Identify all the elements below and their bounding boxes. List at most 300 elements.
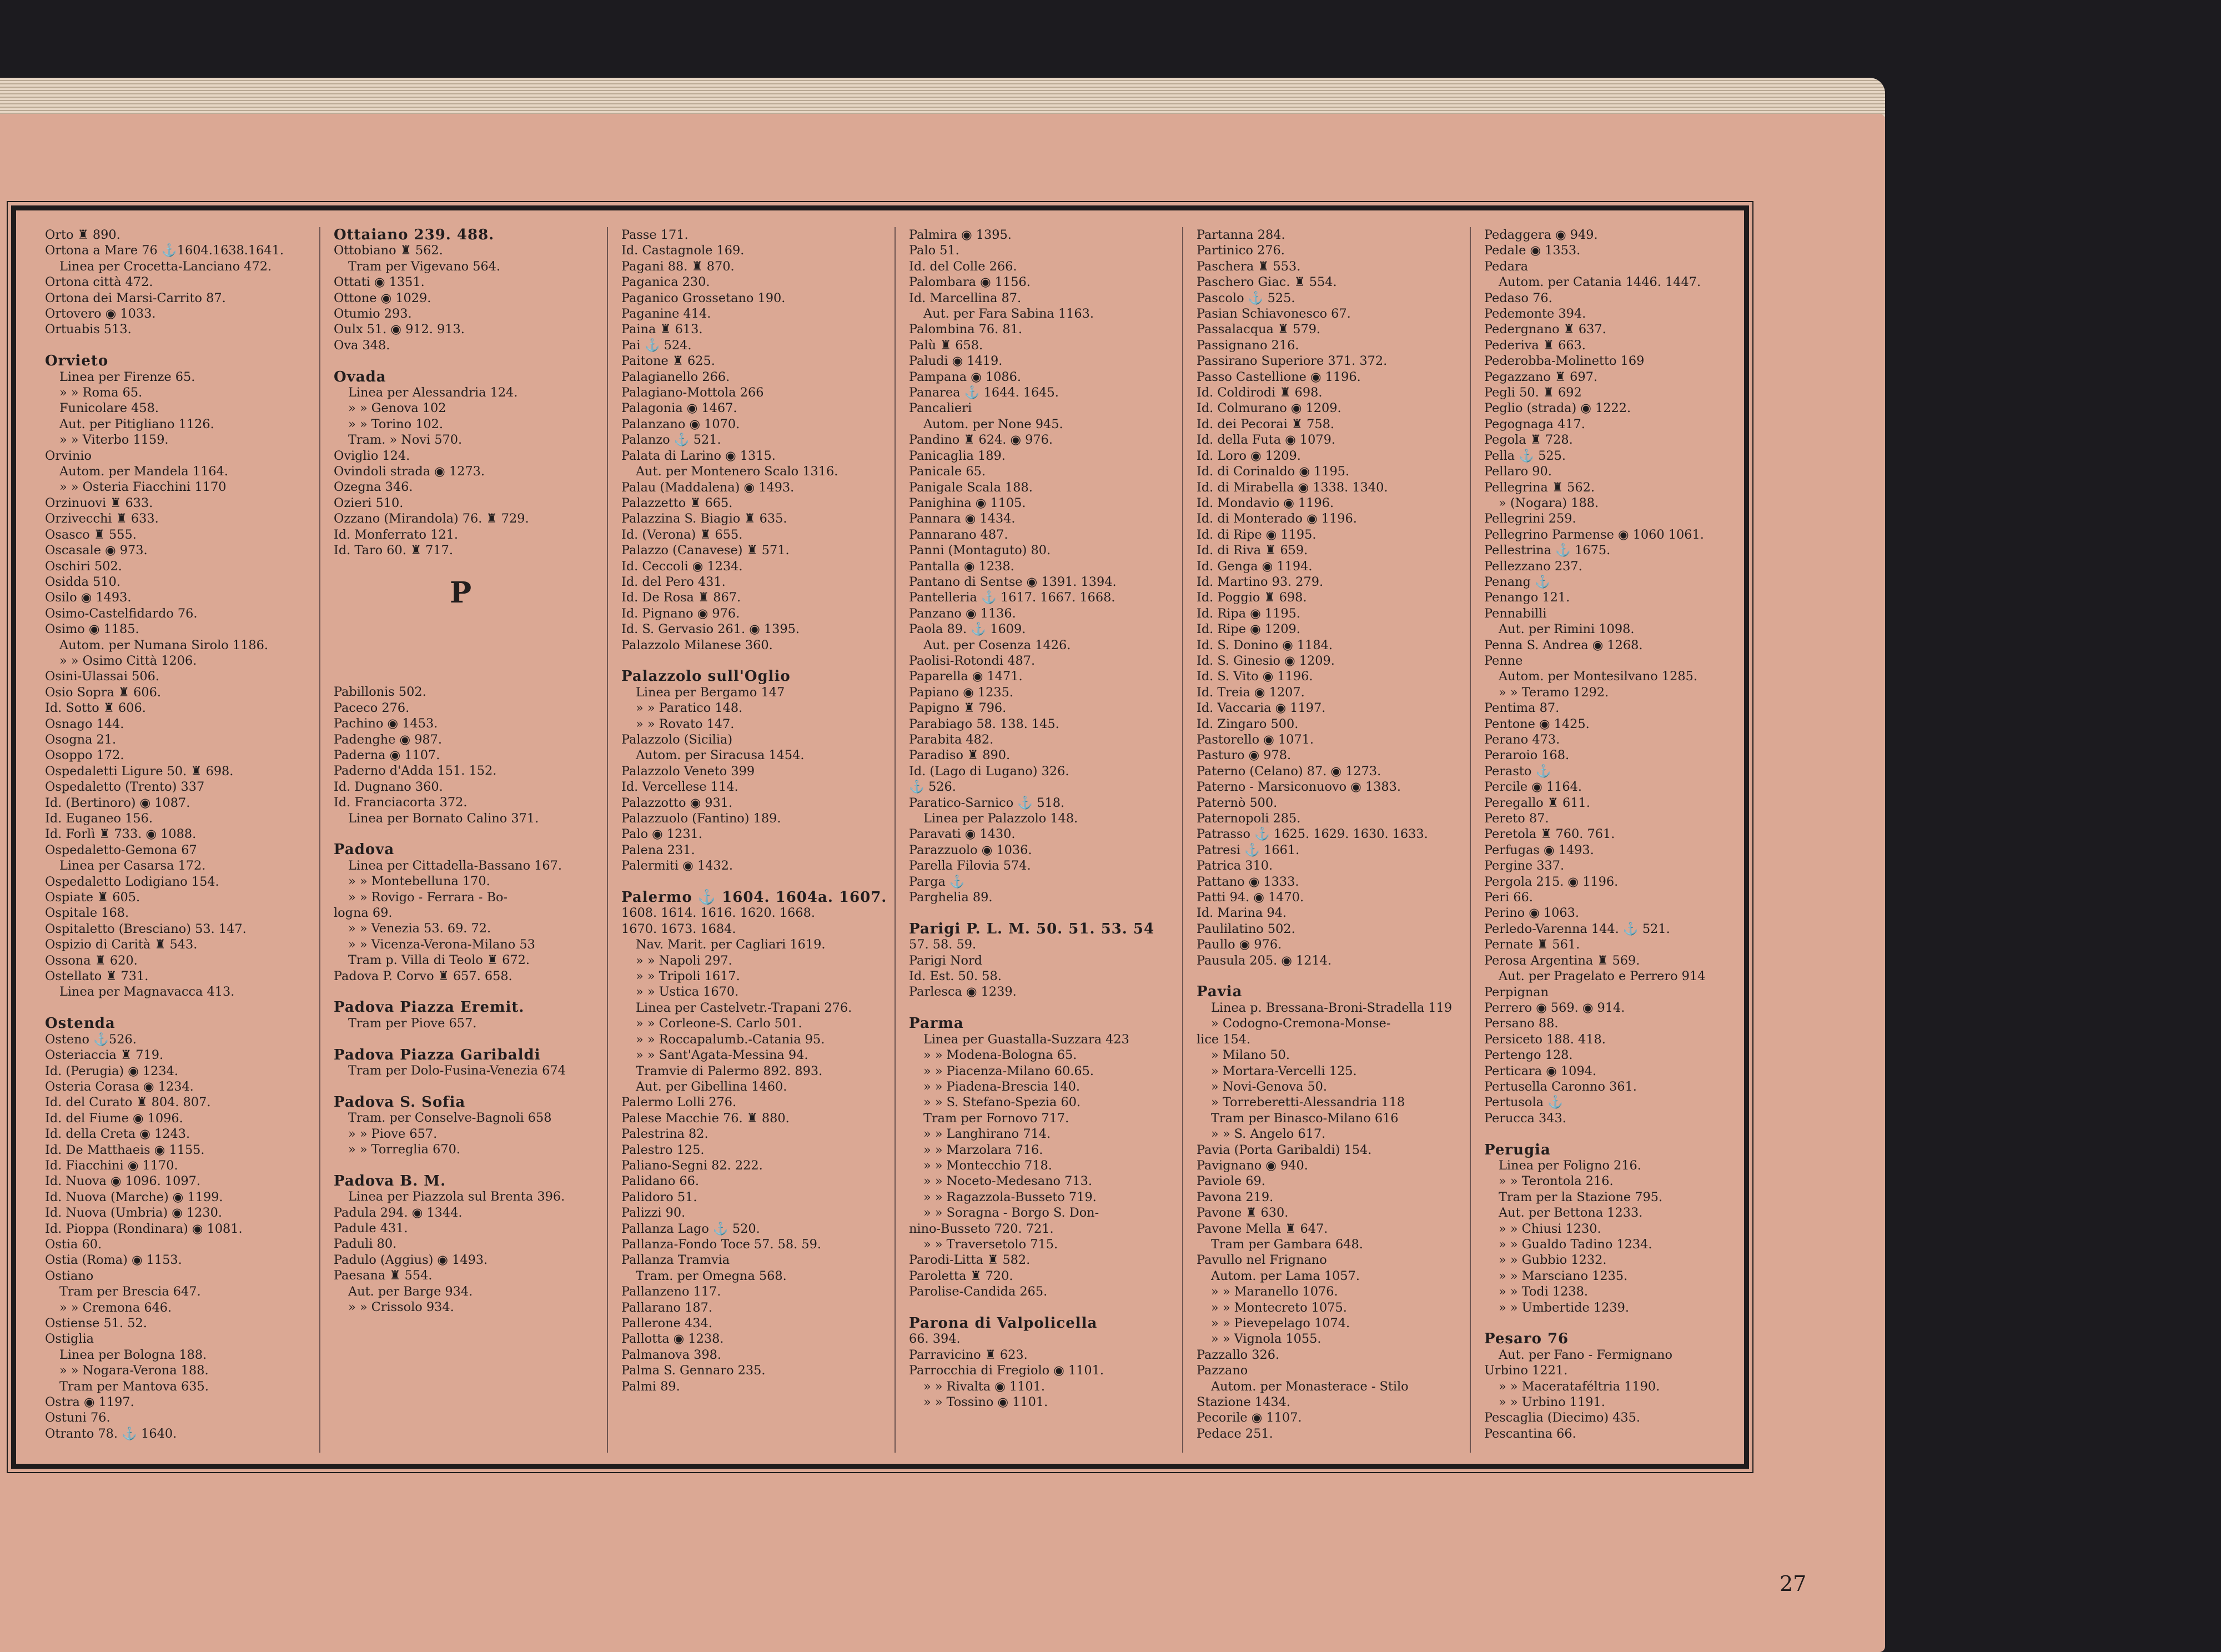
- index-entry: Ottaiano 239. 488.: [334, 227, 495, 243]
- index-entry: Stazione 1434.: [1197, 1395, 1291, 1410]
- index-entry: Oulx 51. ◉ 912. 913.: [334, 322, 465, 337]
- index-entry: Ostiense 51. 52.: [45, 1316, 147, 1330]
- index-entry: Pasturo ◉ 978.: [1197, 748, 1292, 763]
- index-entry: Penna S. Andrea ◉ 1268.: [1484, 637, 1643, 652]
- section-letter: P: [449, 575, 472, 610]
- index-entry: Id. Monferrato 121.: [334, 527, 458, 542]
- index-entry: Perticara ◉ 1094.: [1484, 1063, 1596, 1078]
- index-entry: Id. di Mirabella ◉ 1338. 1340.: [1197, 480, 1388, 495]
- index-entry: Linea per Bologna 188.: [59, 1347, 207, 1362]
- index-entry: » » Umbertide 1239.: [1499, 1300, 1629, 1315]
- index-entry: Aut. per Barge 934.: [348, 1284, 473, 1299]
- index-entry: Pazzallo 326.: [1197, 1347, 1280, 1362]
- index-entry: Palazzetto ♜ 665.: [621, 495, 733, 510]
- index-entry: Pavullo nel Frignano: [1197, 1253, 1327, 1268]
- index-entry: Pavone Mella ♜ 647.: [1197, 1221, 1328, 1236]
- index-entry: » Milano 50.: [1211, 1048, 1290, 1063]
- index-entry: Palazzolo (Sicilia): [621, 732, 733, 747]
- index-entry: Panni (Montaguto) 80.: [909, 543, 1051, 558]
- index-entry: » » Gualdo Tadino 1234.: [1499, 1237, 1652, 1252]
- index-entry: Id. del Pero 431.: [621, 574, 726, 589]
- page-frame: [11, 205, 1749, 1469]
- index-entry: Panzano ◉ 1136.: [909, 606, 1016, 621]
- index-entry: Tram. » Novi 570.: [348, 433, 463, 448]
- index-entry: 1670. 1673. 1684.: [621, 921, 736, 936]
- index-entry: Osini-Ulassai 506.: [45, 669, 159, 684]
- index-entry: » » Montecchio 718.: [923, 1158, 1052, 1173]
- spacer: [1471, 1315, 1751, 1331]
- index-entry: Linea per Castelvetr.-Trapani 276.: [636, 1000, 852, 1015]
- index-entry: Tram per Binasco-Milano 616: [1211, 1111, 1399, 1126]
- index-entry: Perucca 343.: [1484, 1111, 1566, 1126]
- index-entry: Tram. per Conselve-Bagnoli 658: [348, 1111, 552, 1126]
- index-entry: » » Chiusi 1230.: [1499, 1221, 1601, 1236]
- index-entry: Linea per Firenze 65.: [59, 369, 195, 384]
- index-entry: » » S. Angelo 617.: [1211, 1127, 1326, 1142]
- index-entry: Pertusella Caronno 361.: [1484, 1079, 1637, 1094]
- index-entry: Osilo ◉ 1493.: [45, 590, 132, 605]
- index-entry: Id. Marina 94.: [1197, 906, 1287, 921]
- index-entry: Paderno d'Adda 151. 152.: [334, 764, 497, 779]
- index-entry: Ostenda: [45, 1015, 115, 1032]
- index-entry: Pascolo ⚓ 525.: [1197, 290, 1295, 305]
- index-entry: Id. di Monterado ◉ 1196.: [1197, 511, 1357, 526]
- index-entry: Paviole 69.: [1197, 1174, 1265, 1189]
- index-entry: Parolise-Candida 265.: [909, 1284, 1048, 1299]
- index-entry: Pennabilli: [1484, 606, 1547, 621]
- index-entry: Linea per Bornato Calino 371.: [348, 811, 539, 826]
- index-entry: Paparella ◉ 1471.: [909, 669, 1023, 684]
- index-entry: Osoppo 172.: [45, 748, 124, 763]
- index-entry: Pederiva ♜ 663.: [1484, 338, 1586, 353]
- index-entry: Pellestrina ⚓ 1675.: [1484, 543, 1611, 558]
- index-entry: Linea per Alessandria 124.: [348, 385, 518, 400]
- index-entry: Paravati ◉ 1430.: [909, 827, 1016, 842]
- index-entry: Paroletta ♜ 720.: [909, 1268, 1013, 1283]
- index-entry: Pertengo 128.: [1484, 1048, 1573, 1063]
- index-entry: Pedara: [1484, 259, 1529, 274]
- index-entry: Pasian Schiavonesco 67.: [1197, 307, 1351, 322]
- index-entry: Paina ♜ 613.: [621, 322, 703, 337]
- index-entry: Paterno - Marsiconuovo ◉ 1383.: [1197, 780, 1401, 795]
- index-entry: Id. De Rosa ♜ 867.: [621, 590, 741, 605]
- index-entry: Parodi-Litta ♜ 582.: [909, 1253, 1031, 1268]
- index-entry: Pellegrino Parmense ◉ 1060 1061.: [1484, 527, 1704, 542]
- index-entry: Tram per Piove 657.: [348, 1016, 477, 1031]
- index-entry: logna 69.: [334, 905, 393, 920]
- index-entry: Tram per Fornovo 717.: [923, 1111, 1069, 1126]
- index-entry: Padova Piazza Eremit.: [334, 999, 525, 1016]
- index-entry: Osimo-Castelfidardo 76.: [45, 606, 198, 621]
- index-entry: Partinico 276.: [1197, 243, 1285, 258]
- index-entry: Ova 348.: [334, 338, 390, 353]
- index-entry: Perano 473.: [1484, 732, 1560, 747]
- index-entry: » » Vicenza-Verona-Milano 53: [348, 937, 535, 952]
- spacer: [320, 559, 601, 574]
- index-entry: » » Genova 102: [348, 401, 446, 416]
- spacer: [608, 874, 888, 890]
- spacer: [896, 1000, 1176, 1016]
- index-entry: Paludi ◉ 1419.: [909, 354, 1003, 369]
- index-entry: Id. Ripe ◉ 1209.: [1197, 622, 1300, 637]
- index-entry: 1608. 1614. 1616. 1620. 1668.: [621, 906, 815, 921]
- index-entry: » » Piacenza-Milano 60.65.: [923, 1063, 1094, 1078]
- index-entry: Paliano-Segni 82. 222.: [621, 1158, 763, 1173]
- index-entry: Padula 294. ◉ 1344.: [334, 1205, 463, 1220]
- index-entry: Ovada: [334, 368, 386, 385]
- index-entry: Urbino 1221.: [1484, 1363, 1568, 1378]
- index-entry: Id. Treia ◉ 1207.: [1197, 685, 1305, 700]
- index-entry: » » Langhirano 714.: [923, 1127, 1051, 1142]
- index-entry: Perugia: [1484, 1141, 1551, 1158]
- index-entry: Nav. Marit. per Cagliari 1619.: [636, 937, 826, 952]
- index-entry: Autom. per Siracusa 1454.: [636, 748, 805, 763]
- index-entry: Id. del Colle 266.: [909, 259, 1017, 274]
- index-entry: Paesana ♜ 554.: [334, 1268, 433, 1283]
- index-entry: Id. Dugnano 360.: [334, 779, 443, 794]
- index-entry: Pavona 219.: [1197, 1189, 1274, 1204]
- index-entry: Ottati ◉ 1351.: [334, 275, 425, 290]
- index-entry: Id. Marcellina 87.: [909, 290, 1022, 305]
- index-entry: Palazzina S. Biagio ♜ 635.: [621, 511, 787, 526]
- index-entry: Palazzolo Milanese 360.: [621, 637, 773, 652]
- index-entry: » » Tripoli 1617.: [636, 969, 740, 984]
- index-entry: Pallanzeno 117.: [621, 1284, 721, 1299]
- index-entry: Palestrina 82.: [621, 1127, 708, 1142]
- index-entry: Id. Vaccaria ◉ 1197.: [1197, 701, 1326, 716]
- index-entry: » » Torreglia 670.: [348, 1142, 460, 1157]
- index-entry: Ospedaletto-Gemona 67: [45, 842, 197, 857]
- index-entry: » » Soragna - Borgo S. Don-: [923, 1206, 1099, 1221]
- index-entry: Peraroio 168.: [1484, 748, 1570, 763]
- index-entry: Panarea ⚓ 1644. 1645.: [909, 385, 1059, 400]
- index-entry: » Torreberetti-Alessandria 118: [1211, 1095, 1405, 1110]
- index-entry: Pallotta ◉ 1238.: [621, 1332, 724, 1347]
- index-entry: Pabillonis 502.: [334, 685, 426, 700]
- index-entry: 57. 58. 59.: [909, 937, 977, 952]
- index-entry: Id. del Curato ♜ 804. 807.: [45, 1095, 211, 1110]
- index-entry: » » Torino 102.: [348, 416, 444, 431]
- index-entry: Pannara ◉ 1434.: [909, 511, 1016, 526]
- index-entry: Palù ♜ 658.: [909, 338, 983, 353]
- index-entry: Paratico-Sarnico ⚓ 518.: [909, 795, 1065, 810]
- index-entry: Id. del Fiume ◉ 1096.: [45, 1111, 183, 1126]
- index-entry: Linea p. Bressana-Broni-Stradella 119: [1211, 1000, 1453, 1015]
- index-entry: Penne: [1484, 653, 1523, 668]
- index-entry: Pannarano 487.: [909, 527, 1008, 542]
- index-entry: Id. Ceccoli ◉ 1234.: [621, 559, 743, 574]
- index-entry: Parazzuolo ◉ 1036.: [909, 842, 1032, 857]
- spacer: [32, 338, 312, 353]
- index-entry: Palese Macchie 76. ♜ 880.: [621, 1111, 790, 1126]
- index-entry: » » S. Stefano-Spezia 60.: [923, 1095, 1081, 1110]
- index-entry: Penang ⚓: [1484, 574, 1550, 589]
- index-entry: » » Corleone-S. Carlo 501.: [636, 1016, 802, 1031]
- index-entry: Parlesca ◉ 1239.: [909, 985, 1017, 1000]
- index-entry: Pattano ◉ 1333.: [1197, 874, 1299, 889]
- index-entry: Persiceto 188. 418.: [1484, 1032, 1606, 1047]
- index-entry: Perasto ⚓: [1484, 764, 1551, 779]
- index-entry: » » Noceto-Medesano 713.: [923, 1174, 1093, 1189]
- index-entry: Pedaggera ◉ 949.: [1484, 228, 1598, 242]
- index-entry: Id. della Creta ◉ 1243.: [45, 1127, 190, 1142]
- index-entry: Aut. per Montenero Scalo 1316.: [636, 464, 838, 479]
- index-entry: Palidoro 51.: [621, 1189, 697, 1204]
- index-entry: Pegognaga 417.: [1484, 416, 1585, 431]
- index-entry: Padule 431.: [334, 1221, 408, 1236]
- index-entry: Ospedaletti Ligure 50. ♜ 698.: [45, 764, 234, 779]
- index-entry: Paganine 414.: [621, 307, 711, 322]
- index-entry: Id. Est. 50. 58.: [909, 969, 1002, 984]
- index-entry: Palazzolo sull'Oglio: [621, 668, 791, 685]
- timetable-index-page: [0, 114, 1885, 1652]
- index-entry: Paderna ◉ 1107.: [334, 747, 440, 762]
- index-entry: Perosa Argentina ♜ 569.: [1484, 953, 1640, 968]
- index-entry: Pesaro 76: [1484, 1330, 1569, 1348]
- index-entry: Pallerone 434.: [621, 1316, 712, 1330]
- index-entry: » » Osimo Città 1206.: [59, 653, 197, 668]
- index-entry: Osnago 144.: [45, 716, 124, 731]
- index-entry: Pellegrini 259.: [1484, 511, 1576, 526]
- index-entry: Pegazzano ♜ 697.: [1484, 369, 1597, 384]
- index-entry: Pellegrina ♜ 562.: [1484, 480, 1595, 495]
- index-entry: Pavia (Porta Garibaldi) 154.: [1197, 1142, 1372, 1157]
- index-entry: » » Ragazzola-Busseto 719.: [923, 1189, 1097, 1204]
- index-entry: Id. S. Ginesio ◉ 1209.: [1197, 653, 1335, 668]
- index-entry: Pergine 337.: [1484, 858, 1565, 873]
- index-entry: Id. Nuova (Marche) ◉ 1199.: [45, 1189, 223, 1204]
- index-entry: Tram. per Omegna 568.: [636, 1268, 787, 1283]
- index-entry: Palau (Maddalena) ◉ 1493.: [621, 480, 795, 495]
- index-entry: nino-Busseto 720. 721.: [909, 1221, 1054, 1236]
- index-entry: Paolisi-Rotondi 487.: [909, 653, 1036, 668]
- index-entry: Id. Martino 93. 279.: [1197, 574, 1324, 589]
- index-entry: Parabita 482.: [909, 732, 994, 747]
- index-entry: Pentone ◉ 1425.: [1484, 716, 1590, 731]
- index-entry: Palombara ◉ 1156.: [909, 275, 1031, 290]
- index-entry: Perrero ◉ 569. ◉ 914.: [1484, 1000, 1625, 1015]
- index-entry: Ortovero ◉ 1033.: [45, 307, 156, 322]
- index-entry: Pentima 87.: [1484, 701, 1560, 716]
- index-entry: Ospizio di Carità ♜ 543.: [45, 937, 198, 952]
- index-entry: Pescantina 66.: [1484, 1426, 1576, 1441]
- index-entry: Pedace 251.: [1197, 1426, 1273, 1441]
- spacer: [1183, 968, 1464, 984]
- index-entry: Passalacqua ♜ 579.: [1197, 322, 1321, 337]
- index-column-5: [1182, 227, 1464, 1453]
- index-entry: Palo 51.: [909, 243, 959, 258]
- index-entry: Linea per Crocetta-Lanciano 472.: [59, 259, 272, 274]
- index-entry: » » Pievepelago 1074.: [1211, 1316, 1350, 1331]
- index-entry: Pedemonte 394.: [1484, 307, 1586, 322]
- index-entry: Palmanova 398.: [621, 1347, 722, 1362]
- index-entry: Id. S. Vito ◉ 1196.: [1197, 669, 1313, 684]
- index-entry: » » Vignola 1055.: [1211, 1332, 1321, 1347]
- index-entry: Id. della Futa ◉ 1079.: [1197, 433, 1335, 448]
- index-entry: » » Gubbio 1232.: [1499, 1253, 1607, 1268]
- index-entry: Pedergnano ♜ 637.: [1484, 322, 1606, 337]
- index-entry: Palanzo ⚓ 521.: [621, 433, 721, 448]
- index-entry: Palena 231.: [621, 842, 695, 857]
- index-entry: Parigi P. L. M. 50. 51. 53. 54: [909, 920, 1155, 937]
- index-entry: Perino ◉ 1063.: [1484, 906, 1579, 921]
- index-entry: Id. Fiacchini ◉ 1170.: [45, 1158, 178, 1173]
- index-entry: Id. Ripa ◉ 1195.: [1197, 606, 1300, 621]
- index-entry: Palmi 89.: [621, 1379, 680, 1394]
- index-entry: Peregallo ♜ 611.: [1484, 795, 1590, 810]
- index-entry: Padova P. Corvo ♜ 657. 658.: [334, 968, 512, 983]
- index-entry: » (Nogara) 188.: [1499, 495, 1599, 510]
- index-entry: Osidda 510.: [45, 574, 120, 589]
- index-entry: Ottone ◉ 1029.: [334, 290, 431, 305]
- index-entry: » » Teramo 1292.: [1499, 685, 1609, 700]
- index-entry: Palma S. Gennaro 235.: [621, 1363, 766, 1378]
- index-entry: Palazzuolo (Fantino) 189.: [621, 811, 781, 826]
- index-entry: Ozegna 346.: [334, 480, 413, 495]
- index-entry: » » Sant'Agata-Messina 94.: [636, 1048, 808, 1063]
- index-entry: Passirano Superiore 371. 372.: [1197, 354, 1388, 369]
- index-entry: Id. di Ripe ◉ 1195.: [1197, 527, 1316, 542]
- index-entry: Ostuni 76.: [45, 1410, 110, 1425]
- index-entry: » » Modena-Bologna 65.: [923, 1048, 1077, 1063]
- spacer: [320, 984, 601, 1000]
- index-entry: Aut. per Rimini 1098.: [1499, 622, 1635, 637]
- index-entry: Ospitale 168.: [45, 906, 129, 921]
- index-entry: Paullo ◉ 976.: [1197, 937, 1282, 952]
- index-entry: Padova: [334, 841, 395, 858]
- index-entry: Pernate ♜ 561.: [1484, 937, 1580, 952]
- index-entry: Osio Sopra ♜ 606.: [45, 685, 161, 700]
- index-entry: Paternopoli 285.: [1197, 811, 1301, 826]
- index-entry: Linea per Bergamo 147: [636, 685, 785, 700]
- index-entry: Parghelia 89.: [909, 890, 993, 905]
- index-entry: Patrica 310.: [1197, 858, 1273, 873]
- index-entry: Id. Pioppa (Rondinara) ◉ 1081.: [45, 1221, 243, 1236]
- index-entry: Palmira ◉ 1395.: [909, 228, 1012, 242]
- index-entry: Passe 171.: [621, 228, 689, 242]
- index-entry: Autom. per Mandela 1164.: [59, 464, 228, 479]
- index-entry: » » Napoli 297.: [636, 953, 732, 968]
- index-entry: Penango 121.: [1484, 590, 1570, 605]
- index-entry: Pallanza Lago ⚓ 520.: [621, 1221, 760, 1236]
- index-entry: Parrocchia di Fregiolo ◉ 1101.: [909, 1363, 1104, 1378]
- index-entry: Oviglio 124.: [334, 448, 410, 463]
- index-entry: Palermo ⚓ 1604. 1604a. 1607.: [621, 889, 887, 906]
- index-entry: Id. (Perugia) ◉ 1234.: [45, 1063, 179, 1078]
- index-entry: Tram per Gambara 648.: [1211, 1237, 1363, 1252]
- index-entry: » » Montecreto 1075.: [1211, 1300, 1347, 1315]
- index-entry: Linea per Cittadella-Bassano 167.: [348, 858, 562, 873]
- index-entry: Id. Euganeo 156.: [45, 811, 153, 826]
- index-entry: Parabiago 58. 138. 145.: [909, 716, 1059, 731]
- spacer: [320, 1157, 601, 1173]
- spacer: [320, 353, 601, 369]
- index-entry: » Mortara-Vercelli 125.: [1211, 1063, 1357, 1078]
- index-column-1: [32, 227, 312, 1453]
- index-entry: Paganico Grossetano 190.: [621, 290, 786, 305]
- index-entry: Pallarano 187.: [621, 1300, 713, 1315]
- index-entry: Ortona a Mare 76 ⚓1604.1638.1641.: [45, 243, 284, 258]
- index-column-4: [895, 227, 1176, 1453]
- index-entry: Linea per Casarsa 172.: [59, 858, 206, 873]
- index-entry: Aut. per Gibellina 1460.: [636, 1079, 787, 1094]
- index-entry: lice 154.: [1197, 1032, 1251, 1047]
- index-column-6: [1470, 227, 1751, 1453]
- index-entry: Perpignan: [1484, 985, 1549, 1000]
- index-entry: » » Crissolo 934.: [348, 1300, 454, 1315]
- index-entry: Padova B. M.: [334, 1172, 446, 1189]
- spacer: [608, 653, 888, 669]
- index-entry: Id. Loro ◉ 1209.: [1197, 448, 1301, 463]
- index-entry: Orzivecchi ♜ 633.: [45, 511, 159, 526]
- index-entry: Id. di Corinaldo ◉ 1195.: [1197, 464, 1350, 479]
- index-entry: Passignano 216.: [1197, 338, 1299, 353]
- index-entry: Pergola 215. ◉ 1196.: [1484, 874, 1619, 889]
- index-entry: Pandino ♜ 624. ◉ 976.: [909, 433, 1053, 448]
- index-entry: Pellaro 90.: [1484, 464, 1552, 479]
- index-entry: Perfugas ◉ 1493.: [1484, 842, 1594, 857]
- index-entry: » » Piadena-Brescia 140.: [923, 1079, 1081, 1094]
- index-entry: » » Nogara-Verona 188.: [59, 1363, 209, 1378]
- index-entry: Id. Forlì ♜ 733. ◉ 1088.: [45, 827, 197, 842]
- index-entry: Pantano di Sentse ◉ 1391. 1394.: [909, 574, 1117, 589]
- index-entry: Pellezzano 237.: [1484, 559, 1582, 574]
- index-entry: Pastorello ◉ 1071.: [1197, 732, 1314, 747]
- index-entry: Paradiso ♜ 890.: [909, 748, 1011, 763]
- index-entry: Pegli 50. ♜ 692: [1484, 385, 1582, 400]
- index-entry: Padulo (Aggius) ◉ 1493.: [334, 1252, 488, 1267]
- index-entry: Id. Pignano ◉ 976.: [621, 606, 740, 621]
- index-entry: Aut. per Pragelato e Perrero 914: [1499, 969, 1706, 984]
- index-entry: Palagonia ◉ 1467.: [621, 401, 737, 416]
- index-entry: Peretola ♜ 760. 761.: [1484, 827, 1615, 842]
- index-entry: Paitone ♜ 625.: [621, 354, 715, 369]
- index-entry: Ospitaletto (Bresciano) 53. 147.: [45, 921, 247, 936]
- index-entry: » » Montebelluna 170.: [348, 874, 490, 889]
- index-entry: Ottobiano ♜ 562.: [334, 243, 443, 258]
- index-entry: » » Terontola 216.: [1499, 1174, 1614, 1189]
- index-entry: Paola 89. ⚓ 1609.: [909, 622, 1026, 637]
- index-entry: Pantelleria ⚓ 1617. 1667. 1668.: [909, 590, 1115, 605]
- index-entry: Paganica 230.: [621, 275, 710, 290]
- index-entry: » » Piove 657.: [348, 1126, 438, 1141]
- index-entry: Id. Genga ◉ 1194.: [1197, 559, 1313, 574]
- index-entry: Id. Zingaro 500.: [1197, 716, 1299, 731]
- index-entry: » » Ustica 1670.: [636, 985, 739, 1000]
- index-entry: Id. (Lago di Lugano) 326.: [909, 764, 1069, 779]
- index-entry: Orvinio: [45, 448, 92, 463]
- index-entry: Otranto 78. ⚓ 1640.: [45, 1426, 177, 1441]
- spacer: [1471, 1126, 1751, 1142]
- index-entry: Autom. per None 945.: [923, 416, 1063, 431]
- index-entry: Osogna 21.: [45, 732, 117, 747]
- index-entry: Ozieri 510.: [334, 495, 404, 510]
- index-entry: Id. di Riva ♜ 659.: [1197, 543, 1308, 558]
- index-entry: Pai ⚓ 524.: [621, 338, 692, 353]
- index-entry: Pavignano ◉ 940.: [1197, 1158, 1308, 1173]
- index-entry: Tram per Brescia 647.: [59, 1284, 201, 1299]
- index-entry: Autom. per Catania 1446. 1447.: [1499, 275, 1701, 290]
- index-entry: Ossona ♜ 620.: [45, 953, 138, 968]
- index-entry: » Novi-Genova 50.: [1211, 1079, 1328, 1094]
- index-entry: Padova Piazza Garibaldi: [334, 1046, 541, 1063]
- index-entry: Pella ⚓ 525.: [1484, 448, 1566, 463]
- index-entry: Id. Nuova (Umbria) ◉ 1230.: [45, 1206, 223, 1221]
- index-entry: Osteno ⚓526.: [45, 1032, 137, 1047]
- index-entry: Aut. per Fara Sabina 1163.: [923, 307, 1094, 322]
- index-entry: Tram per la Stazione 795.: [1499, 1189, 1663, 1204]
- index-entry: Perledo-Varenna 144. ⚓ 521.: [1484, 921, 1670, 936]
